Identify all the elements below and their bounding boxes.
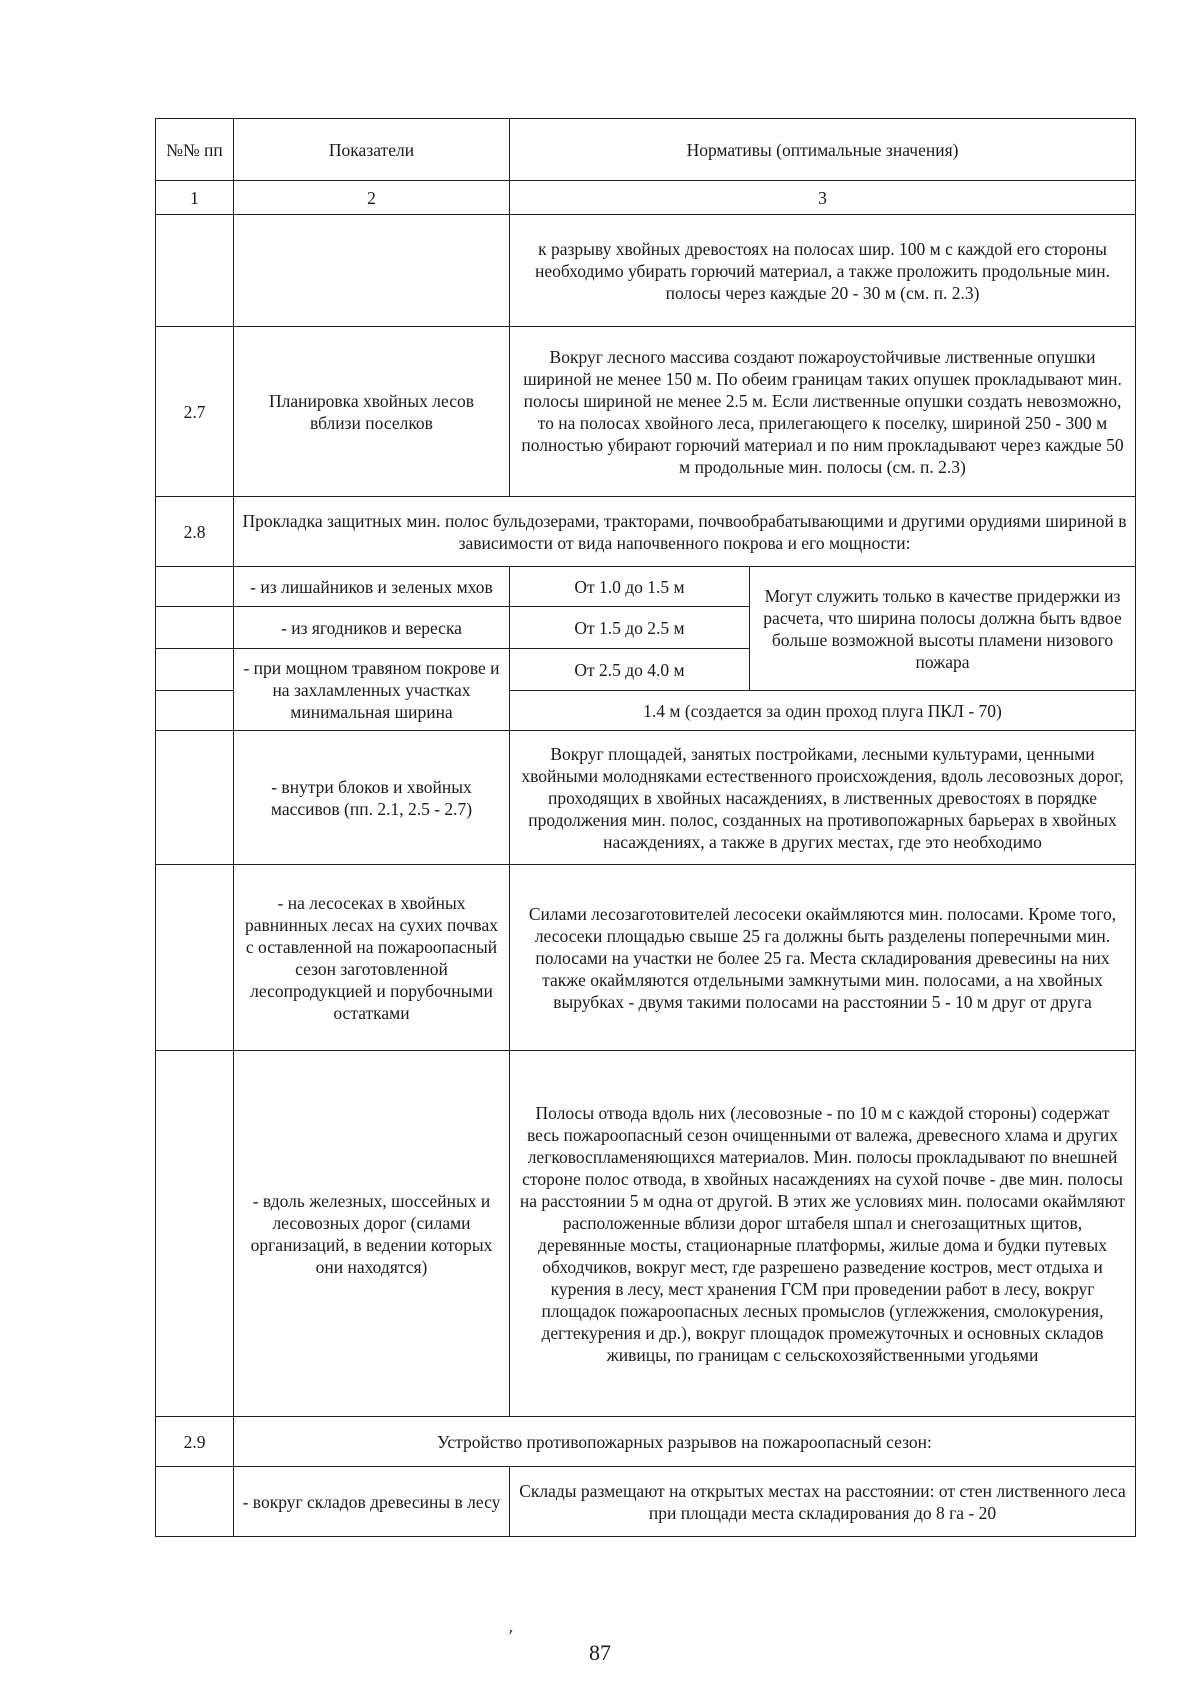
- indicator-berry: - из ягодников и вереска: [234, 607, 510, 649]
- norm-2-7: Вокруг лесного массива создают пожароустойчивые лиственные опушки шириной не менее 150 м. По обеим границам таких опушек прокладывают мин. полосы шириной не менее 2.5 м. Если лиственные опушки создать невозможно, то на полосах хвойного леса, прилегающего к поселку, шириной 250 - 300 м полностью убирают горючий материал и по ним прокладывают через каждые 50 м продольные мин. полосы (см. п. 2.3): [510, 327, 1136, 497]
- column-number-1: 1: [156, 181, 234, 215]
- row-num-2-9: 2.9: [156, 1417, 234, 1467]
- row-num-empty: [156, 691, 234, 731]
- indicator-warehouses: - вокруг складов древесины в лесу: [234, 1467, 510, 1537]
- table-row: [156, 865, 1136, 1051]
- row-num-empty: [156, 607, 234, 649]
- indicator-blocks: - внутри блоков и хвойных массивов (пп. 2.1, 2.5 - 2.7): [234, 731, 510, 865]
- header-num: №№ пп: [156, 119, 234, 181]
- row-num-2-8: 2.8: [156, 497, 234, 567]
- page-number: 87: [589, 1640, 611, 1665]
- width-lichen: От 1.0 до 1.5 м: [510, 567, 750, 607]
- header-norms: Нормативы (оптимальные значения): [510, 119, 1136, 181]
- norm-warehouses: Склады размещают на открытых местах на расстоянии: от стен лиственного леса при площади места складирования до 8 га - 20: [510, 1467, 1136, 1537]
- column-number-3: 3: [510, 181, 1136, 215]
- section-2-9-text: Устройство противопожарных разрывов на пожароопасный сезон:: [234, 1417, 1136, 1467]
- norm-blocks: Вокруг площадей, занятых постройками, лесными культурами, ценными хвойными молодняками естественного происхождения, вдоль лесовозных дорог, проходящих в хвойных насаждениях, в лиственных древостоях в порядке продолжения мин. полос, созданных на противопожарных барьерах в хвойных насаждениях, а также в других местах, где это необходимо: [510, 731, 1136, 865]
- table-row: [156, 1417, 1136, 1467]
- header-indicators: Показатели: [234, 119, 510, 181]
- column-number-2: 2: [234, 181, 510, 215]
- table-row: [156, 731, 1136, 865]
- row-num-empty: [156, 1051, 234, 1417]
- row-num-empty: [156, 649, 234, 691]
- table-row: [156, 1467, 1136, 1537]
- row-indicator-empty: [234, 215, 510, 327]
- row-num-empty: [156, 1467, 234, 1537]
- table-row: [156, 1051, 1136, 1417]
- width-grass: От 2.5 до 4.0 м: [510, 649, 750, 691]
- indicator-grass: - при мощном травяном покрове и на захламленных участках минимальная ширина: [234, 649, 510, 731]
- continuation-norm: к разрыву хвойных древостоях на полосах шир. 100 м с каждой его стороны необходимо убирать горючий материал, а также проложить продольные мин. полосы через каждые 20 - 30 м (см. п. 2.3): [510, 215, 1136, 327]
- indicator-roads: - вдоль железных, шоссейных и лесовозных дорог (силами организаций, в ведении которых они находятся): [234, 1051, 510, 1417]
- table-row: [156, 497, 1136, 567]
- indicator-lichen: - из лишайников и зеленых мхов: [234, 567, 510, 607]
- row-num-empty: [156, 865, 234, 1051]
- section-2-8-text: Прокладка защитных мин. полос бульдозерами, тракторами, почвообрабатывающими и другими орудиями шириной в зависимости от вида напочвенного покрова и его мощности:: [234, 497, 1136, 567]
- table-header-row: [156, 119, 1136, 181]
- table-row: [156, 215, 1136, 327]
- table-row: [156, 327, 1136, 497]
- width-berry: От 1.5 до 2.5 м: [510, 607, 750, 649]
- flame-height-note: Могут служить только в качестве придержки из расчета, что ширина полосы должна быть вдвое больше возможной высоты пламени низового пожара: [750, 567, 1136, 691]
- pen-mark: ʹ: [506, 1625, 514, 1649]
- indicator-cutting-areas: - на лесосеках в хвойных равнинных лесах на сухих почвах с оставленной на пожароопасный сезон заготовленной лесопродукцией и порубочными остатками: [234, 865, 510, 1051]
- row-num-empty: [156, 731, 234, 865]
- table-row: [156, 567, 1136, 607]
- norms-table: [155, 118, 1136, 1537]
- norm-cutting-areas: Силами лесозаготовителей лесосеки окаймляются мин. полосами. Кроме того, лесосеки площадью свыше 25 га должны быть разделены поперечными мин. полосами на участки не более 25 га. Места складирования древесины на них также окаймляются отдельными замкнутыми мин. полосами, а на хвойных вырубках - двумя такими полосами на расстоянии 5 - 10 м друг от друга: [510, 865, 1136, 1051]
- indicator-2-7: Планировка хвойных лесов вблизи поселков: [234, 327, 510, 497]
- row-num-empty: [156, 567, 234, 607]
- min-width-value: 1.4 м (создается за один проход плуга ПКЛ - 70): [510, 691, 1136, 731]
- norm-roads: Полосы отвода вдоль них (лесовозные - по 10 м с каждой стороны) содержат весь пожароопасный сезон очищенными от валежа, древесного хлама и других легковоспламеняющихся материалов. Мин. полосы прокладывают по внешней стороне полос отвода, в хвойных насаждениях на сухой почве - две мин. полосы на расстоянии 5 м одна от другой. В этих же условиях мин. полосами окаймляют расположенные вблизи дорог штабеля шпал и снегозащитных щитов, деревянные мосты, стационарные платформы, жилые дома и будки путевых обходчиков, вокруг мест, где разрешено разведение костров, мест отдыха и курения в лесу, мест хранения ГСМ при проведении работ в лесу, вокруг площадок пожароопасных лесных промыслов (углежжения, смолокурения, дегтекурения и др.), вокруг площадок промежуточных и основных складов живицы, по границам с сельскохозяйственными угодьями: [510, 1051, 1136, 1417]
- row-num-2-7: 2.7: [156, 327, 234, 497]
- row-num-empty: [156, 215, 234, 327]
- column-numbers-row: [156, 181, 1136, 215]
